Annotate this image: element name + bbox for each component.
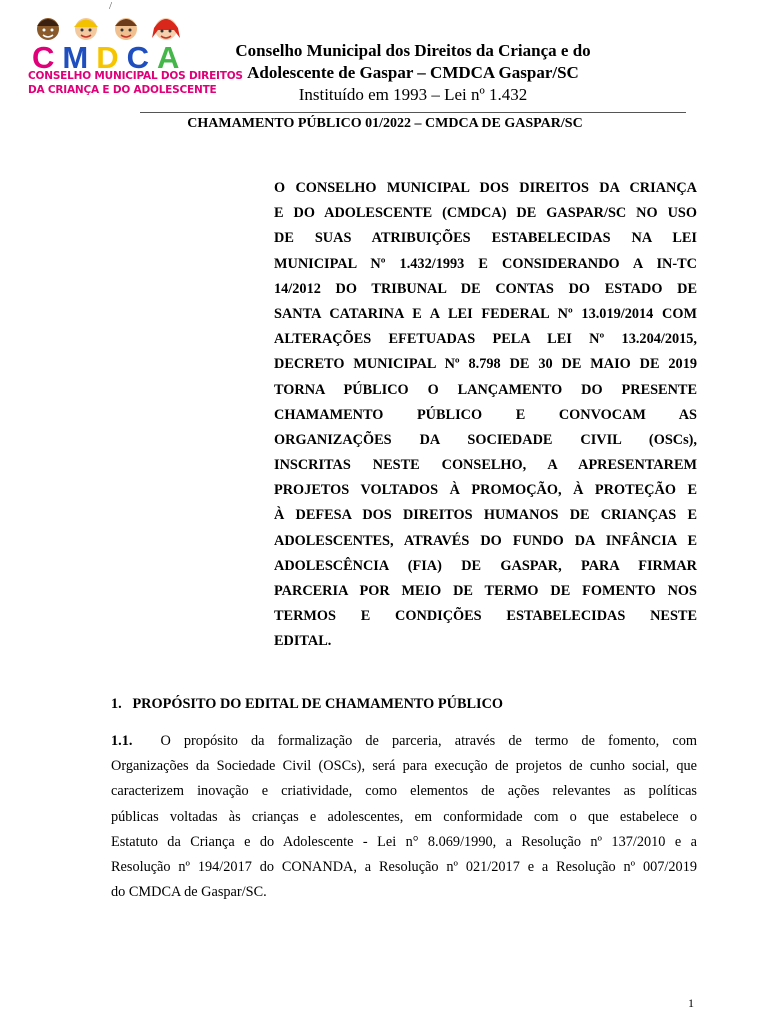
- section-1-1-paragraph: [111, 729, 697, 905]
- preamble-line: EDITAL.: [274, 633, 332, 650]
- letterhead: [196, 40, 630, 106]
- paragraph-text: O propósito da formalização de parceria, através de termo de fomento, com: [160, 733, 697, 749]
- preamble-line: E DO ADOLESCENTE (CMDCA) DE GASPAR/SC NO USO: [274, 205, 697, 222]
- preamble-line: TORNA PÚBLICO O LANÇAMENTO DO PRESENTE: [274, 381, 697, 398]
- paragraph-line: públicas voltadas às crianças e adolescentes, em conformidade com o que estabelece o: [111, 808, 697, 825]
- letterhead-line3: Instituído em 1993 – Lei nº 1.432: [298, 85, 528, 104]
- logo-letter: A: [157, 40, 188, 75]
- paragraph-line: [111, 729, 697, 754]
- preamble-line: INSCRITAS NESTE CONSELHO, A APRESENTAREM: [274, 457, 697, 474]
- preamble-line: PARCERIA POR MEIO DE TERMO DE FOMENTO NOS: [274, 583, 697, 599]
- logo-letter: D: [96, 40, 127, 75]
- slash-mark: /: [109, 0, 113, 12]
- preamble-line: ORGANIZAÇÕES DA SOCIEDADE CIVIL (OSCs),: [274, 431, 697, 448]
- preamble-line: CHAMAMENTO PÚBLICO E CONVOCAM AS: [274, 406, 697, 423]
- preamble-line: SANTA CATARINA E A LEI FEDERAL Nº 13.019/2014 COM: [274, 305, 697, 322]
- preamble-line: TERMOS E CONDIÇÕES ESTABELECIDAS NESTE: [274, 608, 697, 625]
- preamble-line: ADOLESCENTES, ATRAVÉS DO FUNDO DA INFÂNCIA E: [274, 532, 697, 549]
- logo-subtitle-line1: CONSELHO MUNICIPAL DOS DIREITOS: [28, 70, 243, 82]
- item-number: 1.1.: [111, 733, 133, 749]
- letterhead-line2: Adolescente de Gaspar – CMDCA Gaspar/SC: [247, 63, 579, 82]
- logo-letter: M: [62, 40, 97, 75]
- preamble-line: PROJETOS VOLTADOS À PROMOÇÃO, À PROTEÇÃO E: [274, 482, 697, 499]
- preamble-line: ADOLESCÊNCIA (FIA) DE GASPAR, PARA FIRMAR: [274, 557, 697, 574]
- preamble-line: O CONSELHO MUNICIPAL DOS DIREITOS DA CRIANÇA: [274, 180, 697, 196]
- preamble-line: DE SUAS ATRIBUIÇÕES ESTABELECIDAS NA LEI: [274, 230, 697, 247]
- header-divider: [140, 112, 686, 113]
- paragraph-line: Resolução nº 194/2017 do CONANDA, a Resolução nº 021/2017 e a Resolução nº 007/2019: [111, 858, 697, 875]
- logo-letter: C: [126, 40, 157, 75]
- paragraph-line: do CMDCA de Gaspar/SC.: [111, 884, 267, 901]
- paragraph-line: Estatuto da Criança e do Adolescente - Lei n° 8.069/1990, a Resolução nº 137/2010 e a: [111, 833, 697, 850]
- preamble-line: ALTERAÇÕES EFETUADAS PELA LEI Nº 13.204/2015,: [274, 331, 697, 348]
- paragraph-line: Organizações da Sociedade Civil (OSCs), será para execução de projetos de cunho social, que: [111, 758, 697, 775]
- logo-letter: C: [32, 40, 63, 75]
- preamble-line: À DEFESA DOS DIREITOS HUMANOS DE CRIANÇAS E: [274, 507, 697, 524]
- preamble-line: 14/2012 DO TRIBUNAL DE CONTAS DO ESTADO DE: [274, 280, 697, 297]
- preamble-line: DECRETO MUNICIPAL Nº 8.798 DE 30 DE MAIO DE 2019: [274, 356, 697, 373]
- letterhead-line1: Conselho Municipal dos Direitos da Criança e do: [235, 41, 591, 60]
- preamble-paragraph: [274, 176, 697, 655]
- cmdca-logo: [24, 4, 243, 99]
- page-number: 1: [688, 996, 694, 1010]
- call-title: CHAMAMENTO PÚBLICO 01/2022 – CMDCA DE GASPAR/SC: [187, 116, 583, 131]
- paragraph-line: caracterizem inovação e criatividade, como elementos de ações relevantes as políticas: [111, 783, 697, 800]
- logo-subtitle-line2: DA CRIANÇA E DO ADOLESCENTE: [28, 84, 217, 96]
- preamble-line: MUNICIPAL Nº 1.432/1993 E CONSIDERANDO A IN-TC: [274, 255, 697, 272]
- section-heading: 1. PROPÓSITO DO EDITAL DE CHAMAMENTO PÚBLICO: [111, 696, 504, 712]
